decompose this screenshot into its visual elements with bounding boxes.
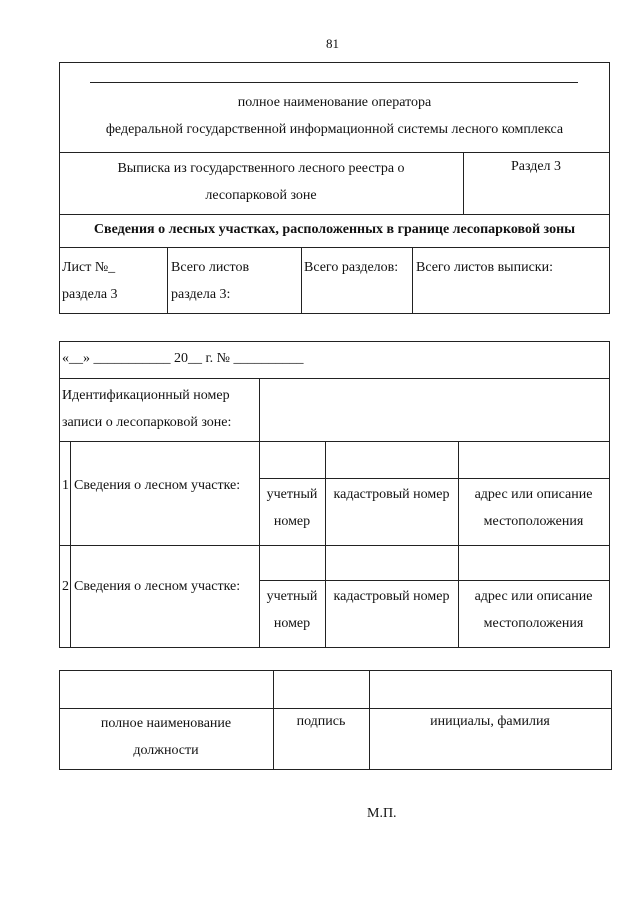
section-label: Раздел 3 bbox=[510, 159, 562, 174]
table-border-line bbox=[59, 769, 612, 770]
table-border-line bbox=[59, 341, 610, 342]
position-label-2: должности bbox=[133, 743, 199, 758]
plot-label: Сведения о лесном участке: bbox=[74, 478, 241, 493]
table-border-line bbox=[59, 214, 610, 215]
table-border-line bbox=[59, 247, 610, 248]
table-border-line bbox=[167, 247, 168, 313]
sheet-no-2: раздела 3 bbox=[62, 287, 118, 302]
operator-name-line bbox=[90, 82, 578, 83]
table-border-line bbox=[59, 313, 610, 314]
cadastral-number-label: кадастровый номер bbox=[333, 487, 450, 502]
signature-label: подпись bbox=[296, 714, 346, 729]
table-border-line bbox=[259, 580, 610, 581]
table-border-line bbox=[301, 247, 302, 313]
table-border-line bbox=[59, 441, 610, 442]
plot-label: Сведения о лесном участке: bbox=[74, 579, 241, 594]
stamp-place: М.П. bbox=[367, 806, 397, 821]
table-border-line bbox=[259, 478, 610, 479]
total-sheets-section-2: раздела 3: bbox=[171, 287, 231, 302]
total-extract-sheets: Всего листов выписки: bbox=[416, 260, 553, 275]
extract-title-1: Выписка из государственного лесного реестра о bbox=[117, 161, 405, 176]
total-sheets-section-1: Всего листов bbox=[171, 260, 250, 275]
accounting-number-label: учетный bbox=[266, 589, 318, 604]
table-border-line bbox=[59, 647, 610, 648]
position-label-1: полное наименование bbox=[100, 716, 232, 731]
cadastral-number-label: кадастровый номер bbox=[333, 589, 450, 604]
address-label-2: местоположения bbox=[483, 514, 584, 529]
table-border-line bbox=[609, 341, 610, 648]
sheet-no-1: Лист №_ bbox=[62, 260, 116, 275]
accounting-number-label-2: номер bbox=[273, 514, 311, 529]
id-label-2: записи о лесопарковой зоне: bbox=[62, 415, 232, 430]
extract-title-2: лесопарковой зоне bbox=[205, 188, 317, 203]
operator-caption-2: федеральной государственной информационной системы лесного комплекса bbox=[105, 122, 564, 137]
page-number: 81 bbox=[326, 36, 339, 51]
id-label-1: Идентификационный номер bbox=[62, 388, 230, 403]
plot-number: 2 bbox=[62, 579, 69, 594]
address-label: адрес или описание bbox=[474, 589, 593, 604]
table-border-line bbox=[611, 670, 612, 770]
table-border-line bbox=[59, 670, 612, 671]
date-number-line: «__» ___________ 20__ г. № __________ bbox=[62, 351, 304, 366]
accounting-number-label: учетный bbox=[266, 487, 318, 502]
total-sections: Всего разделов: bbox=[304, 260, 399, 275]
address-label-2: местоположения bbox=[483, 616, 584, 631]
section-heading: Сведения о лесных участках, расположенных в границе лесопарковой зоны bbox=[93, 222, 576, 237]
accounting-number-label-2: номер bbox=[273, 616, 311, 631]
plot-number: 1 bbox=[62, 478, 69, 493]
table-border-line bbox=[59, 545, 610, 546]
table-border-line bbox=[59, 341, 60, 648]
address-label: адрес или описание bbox=[474, 487, 593, 502]
table-border-line bbox=[59, 62, 610, 63]
name-label: инициалы, фамилия bbox=[430, 714, 550, 729]
table-border-line bbox=[59, 378, 610, 379]
operator-caption-1: полное наименование оператора bbox=[237, 95, 432, 110]
table-border-line bbox=[412, 247, 413, 313]
